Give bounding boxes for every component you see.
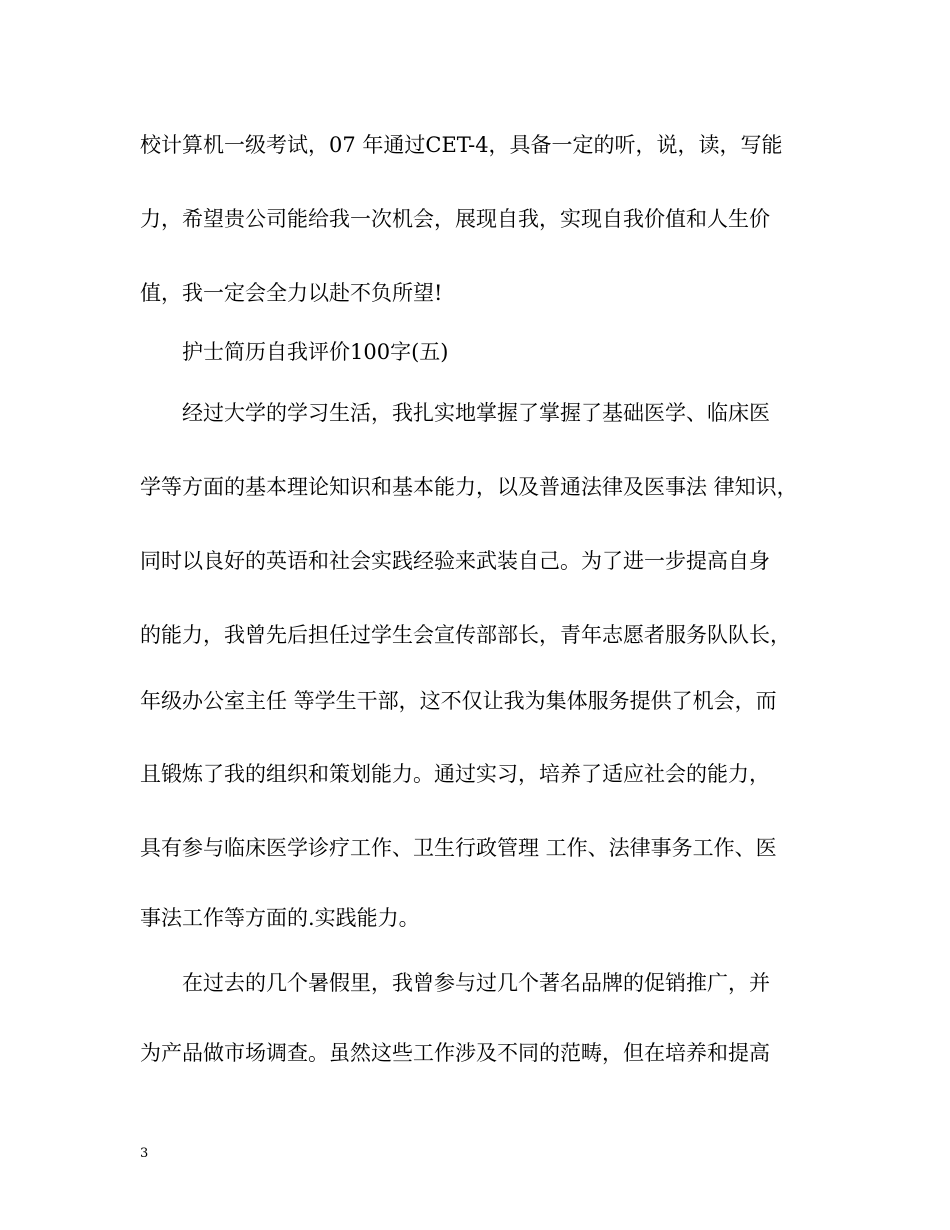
text-line: 为产品做市场调查。虽然这些工作涉及不同的范畴，但在培养和提高 (140, 1041, 770, 1065)
text-line: 的能力，我曾先后担任过学生会宣传部部长，青年志愿者服务队队长， (140, 623, 791, 647)
section-heading: 护士简历自我评价100字(五) (182, 340, 449, 364)
text-line: 事法工作等方面的.实践能力。 (140, 906, 420, 930)
paragraph-first-line: 经过大学的学习生活，我扎实地掌握了掌握了基础医学、临床医 (182, 401, 770, 425)
paragraph-first-line: 在过去的几个暑假里，我曾参与过几个著名品牌的促销推广，并 (182, 971, 770, 995)
text-line: 学等方面的基本理论知识和基本能力，以及普通法律及医事法 律知识， (140, 475, 798, 499)
text-line: 值，我一定会全力以赴不负所望! (140, 281, 443, 305)
text-line: 校计算机一级考试，07 年通过CET-4，具备一定的听，说，读，写能 (140, 133, 783, 157)
text-line: 同时以良好的英语和社会实践经验来武装自己。为了进一步提高自身 (140, 549, 770, 573)
text-line: 且锻炼了我的组织和策划能力。通过实习，培养了适应社会的能力， (140, 762, 770, 786)
text-line: 年级办公室主任 等学生干部，这不仅让我为集体服务提供了机会，而 (140, 689, 777, 713)
text-line: 具有参与临床医学诊疗工作、卫生行政管理 工作、法律事务工作、医 (140, 836, 777, 860)
page-number: 3 (140, 1146, 149, 1161)
text-line: 力，希望贵公司能给我一次机会，展现自我，实现自我价值和人生价 (140, 207, 770, 231)
